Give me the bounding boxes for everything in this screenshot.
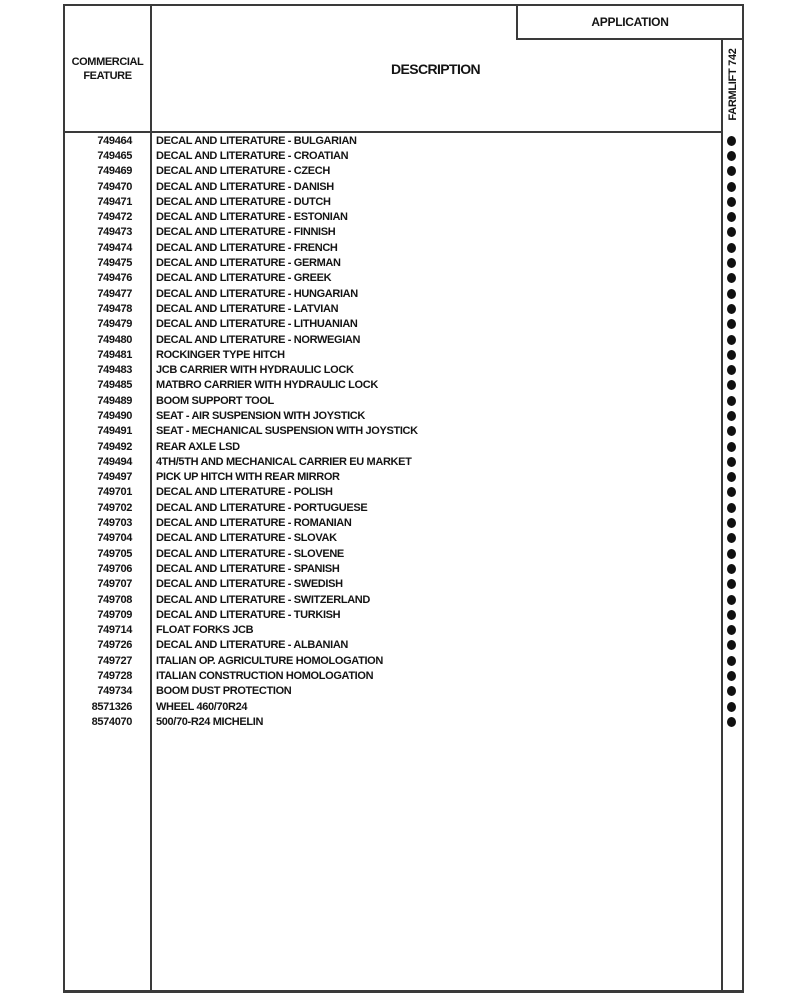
table-row [65,638,742,653]
description-cell: DECAL AND LITERATURE - GERMAN [156,257,341,270]
application-dot [727,258,736,268]
application-dot [727,717,736,727]
application-cell [721,380,742,390]
application-dot [727,671,736,681]
application-cell [721,656,742,666]
description-cell: DECAL AND LITERATURE - SPANISH [156,562,340,575]
application-cell [721,702,742,712]
table-row [65,225,742,240]
feature-code-cell: 749474 [97,241,132,254]
application-dot [727,579,736,589]
description-cell: DECAL AND LITERATURE - DANISH [156,180,334,193]
table-row [65,470,742,485]
description-cell: DECAL AND LITERATURE - POLISH [156,486,333,499]
feature-code-cell: 749734 [97,685,132,698]
feature-code-cell: 749478 [97,302,132,315]
application-cell [721,595,742,605]
feature-code-cell: 8571326 [91,700,132,713]
feature-code-cell: 749471 [97,195,132,208]
application-dot [727,595,736,605]
description-cell: DECAL AND LITERATURE - TURKISH [156,608,341,621]
application-cell [721,487,742,497]
feature-code-cell: 749709 [97,608,132,621]
feature-code-cell: 749701 [97,486,132,499]
table-row [65,515,742,530]
table-row [65,577,742,592]
application-dot [727,273,736,283]
feature-code-cell: 749480 [97,333,132,346]
application-dot [727,610,736,620]
application-cell [721,289,742,299]
description-cell: DECAL AND LITERATURE - FINNISH [156,226,336,239]
application-dot [727,396,736,406]
application-dot [727,243,736,253]
commercial-feature-header [65,6,150,131]
application-cell [721,472,742,482]
feature-code-cell: 749476 [97,272,132,285]
description-cell: SEAT - AIR SUSPENSION WITH JOYSTICK [156,409,365,422]
description-header [150,6,721,131]
application-cell [721,166,742,176]
table-row [65,592,742,607]
description-cell: DECAL AND LITERATURE - PORTUGUESE [156,501,368,514]
description-cell: FLOAT FORKS JCB [156,624,254,637]
description-cell: ITALIAN CONSTRUCTION HOMOLOGATION [156,670,374,683]
table-row [65,179,742,194]
application-cell [721,182,742,192]
application-dot [727,564,736,574]
table-row [65,668,742,683]
application-cell [721,411,742,421]
description-cell: ITALIAN OP. AGRICULTURE HOMOLOGATION [156,654,383,667]
application-cell [721,350,742,360]
table-row [65,255,742,270]
application-cell [721,457,742,467]
application-dot [727,503,736,513]
model-column-label [722,40,743,129]
application-dot [727,640,736,650]
feature-code-cell: 749470 [97,180,132,193]
table-row [65,240,742,255]
feature-code-cell: 749704 [97,532,132,545]
table-row [65,301,742,316]
description-cell: DECAL AND LITERATURE - LITHUANIAN [156,318,358,331]
table-row [65,684,742,699]
table-row [65,317,742,332]
description-cell: DECAL AND LITERATURE - NORWEGIAN [156,333,361,346]
feature-code-cell: 749464 [97,134,132,147]
table-row [65,485,742,500]
application-header-label: APPLICATION [591,15,669,29]
application-cell [721,151,742,161]
feature-code-cell: 749481 [97,348,132,361]
application-cell [721,686,742,696]
table-row [65,209,742,224]
table-row [65,378,742,393]
table-row [65,561,742,576]
application-dot [727,442,736,452]
description-cell: DECAL AND LITERATURE - SWITZERLAND [156,593,370,606]
table-row [65,393,742,408]
application-cell [721,549,742,559]
table-row [65,714,742,729]
table-row [65,531,742,546]
feature-code-cell: 749489 [97,394,132,407]
application-cell [721,671,742,681]
description-cell: REAR AXLE LSD [156,440,240,453]
table-row [65,362,742,377]
description-cell: DECAL AND LITERATURE - ESTONIAN [156,211,348,224]
feature-code-cell: 749472 [97,211,132,224]
feature-code-cell: 749707 [97,578,132,591]
feature-code-cell: 749465 [97,149,132,162]
application-dot [727,319,736,329]
description-header-label: DESCRIPTION [390,60,481,77]
table-row [65,148,742,163]
application-cell [721,533,742,543]
description-cell: ROCKINGER TYPE HITCH [156,348,285,361]
application-dot [727,350,736,360]
feature-code-cell: 749702 [97,501,132,514]
application-dot [727,335,736,345]
feature-code-cell: 8574070 [91,715,132,728]
table-row [65,607,742,622]
application-cell [721,442,742,452]
feature-code-cell: 749494 [97,455,132,468]
application-dot [727,227,736,237]
feature-code-cell: 749485 [97,379,132,392]
description-cell: DECAL AND LITERATURE - SWEDISH [156,578,343,591]
application-cell [721,625,742,635]
commercial-feature-header-line2: FEATURE [83,69,132,82]
table-row [65,500,742,515]
table-body [65,133,742,730]
application-dot [727,702,736,712]
feature-code-cell: 749491 [97,425,132,438]
description-cell: DECAL AND LITERATURE - CROATIAN [156,149,349,162]
feature-code-cell: 749475 [97,257,132,270]
feature-code-cell: 749490 [97,409,132,422]
application-dot [727,549,736,559]
application-cell [721,503,742,513]
application-dot [727,289,736,299]
description-cell: DECAL AND LITERATURE - HUNGARIAN [156,287,358,300]
feature-code-cell: 749706 [97,562,132,575]
feature-code-cell: 749497 [97,471,132,484]
description-cell: 500/70-R24 MICHELIN [156,715,264,728]
description-cell: WHEEL 460/70R24 [156,700,248,713]
model-name: FARMLIFT 742 [726,48,739,121]
application-dot [727,625,736,635]
table-row [65,286,742,301]
application-dot [727,472,736,482]
feature-code-cell: 749708 [97,593,132,606]
table-row [65,653,742,668]
application-dot [727,686,736,696]
application-dot [727,304,736,314]
application-dot [727,212,736,222]
description-cell: SEAT - MECHANICAL SUSPENSION WITH JOYSTICK [156,425,418,438]
feature-code-cell: 749483 [97,364,132,377]
description-cell: BOOM DUST PROTECTION [156,685,292,698]
feature-code-cell: 749473 [97,226,132,239]
table-row [65,347,742,362]
application-cell [721,365,742,375]
description-cell: DECAL AND LITERATURE - SLOVAK [156,532,337,545]
description-cell: DECAL AND LITERATURE - ALBANIAN [156,639,349,652]
application-dot [727,457,736,467]
application-cell [721,258,742,268]
description-cell: 4TH/5TH AND MECHANICAL CARRIER EU MARKET [156,455,412,468]
application-cell [721,717,742,727]
application-dot [727,136,736,146]
application-cell [721,640,742,650]
table-row [65,332,742,347]
feature-code-cell: 749479 [97,318,132,331]
feature-code-cell: 749477 [97,287,132,300]
application-cell [721,564,742,574]
application-dot [727,487,736,497]
table-row [65,133,742,148]
application-cell [721,518,742,528]
description-cell: DECAL AND LITERATURE - SLOVENE [156,547,344,560]
description-cell: JCB CARRIER WITH HYDRAULIC LOCK [156,364,354,377]
application-cell [721,304,742,314]
feature-code-cell: 749469 [97,165,132,178]
commercial-feature-header-line1: COMMERCIAL [71,55,144,68]
table-row [65,408,742,423]
application-cell [721,136,742,146]
application-dot [727,411,736,421]
application-cell [721,396,742,406]
application-dot [727,182,736,192]
table-row [65,424,742,439]
description-cell: DECAL AND LITERATURE - CZECH [156,165,330,178]
application-dot [727,656,736,666]
application-dot [727,533,736,543]
feature-code-cell: 749726 [97,639,132,652]
table-row [65,454,742,469]
application-cell [721,335,742,345]
feature-code-cell: 749714 [97,624,132,637]
table-row [65,271,742,286]
table-row [65,164,742,179]
description-cell: DECAL AND LITERATURE - GREEK [156,272,332,285]
application-cell [721,579,742,589]
application-cell [721,319,742,329]
application-dot [727,380,736,390]
table-row [65,194,742,209]
feature-code-cell: 749703 [97,517,132,530]
description-cell: MATBRO CARRIER WITH HYDRAULIC LOCK [156,379,378,392]
table-row [65,623,742,638]
table-row [65,546,742,561]
description-cell: DECAL AND LITERATURE - FRENCH [156,241,338,254]
application-dot [727,151,736,161]
table-row [65,699,742,714]
application-dot [727,166,736,176]
application-cell [721,610,742,620]
feature-code-cell: 749727 [97,654,132,667]
table-row [65,439,742,454]
application-cell [721,227,742,237]
description-cell: PICK UP HITCH WITH REAR MIRROR [156,471,340,484]
application-dot [727,365,736,375]
feature-code-cell: 749492 [97,440,132,453]
feature-application-table [63,4,744,993]
application-cell [721,273,742,283]
description-cell: DECAL AND LITERATURE - BULGARIAN [156,134,357,147]
feature-code-cell: 749728 [97,670,132,683]
application-cell [721,212,742,222]
feature-code-cell: 749705 [97,547,132,560]
application-dot [727,197,736,207]
application-dot [727,426,736,436]
description-cell: DECAL AND LITERATURE - LATVIAN [156,302,339,315]
description-cell: DECAL AND LITERATURE - ROMANIAN [156,517,352,530]
description-cell: DECAL AND LITERATURE - DUTCH [156,195,331,208]
application-cell [721,426,742,436]
application-cell [721,197,742,207]
application-dot [727,518,736,528]
description-cell: BOOM SUPPORT TOOL [156,394,274,407]
application-cell [721,243,742,253]
